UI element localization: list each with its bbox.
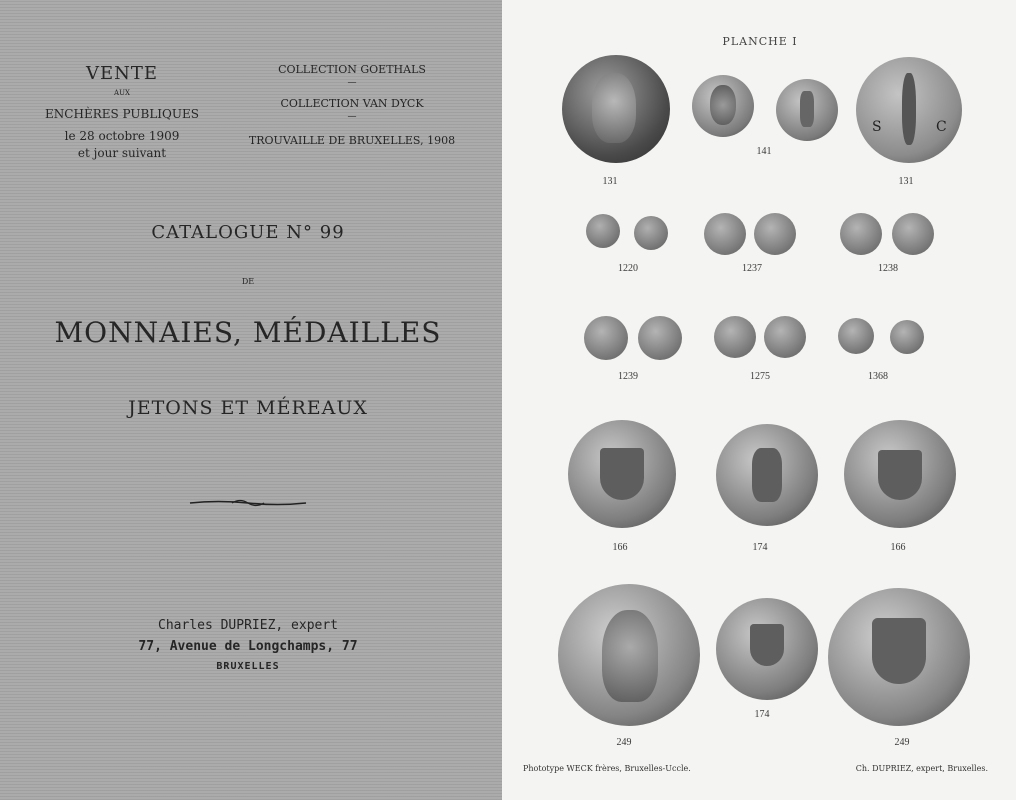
collection-goethals: COLLECTION GOETHALS — [278, 63, 426, 76]
photo-credit: Phototype WECK frères, Bruxelles-Uccle. — [523, 764, 691, 773]
sale-date: le 28 octobre 1909 — [64, 129, 180, 143]
subtitle: JETONS ET MÉREAUX — [128, 397, 368, 419]
coin-label: 249 — [894, 737, 910, 748]
coin-plate-page — [502, 0, 1016, 800]
coin-label: 1368 — [868, 371, 888, 382]
catalogue-cover — [0, 0, 502, 800]
de-text: DE — [241, 277, 255, 286]
coin-label: 174 — [754, 709, 770, 720]
coin-166-eagle-shield — [844, 420, 956, 528]
coin-label: 1237 — [742, 263, 762, 274]
coin-1275-reverse — [764, 316, 806, 358]
coin-174-shield — [716, 598, 818, 700]
coin-label: 1239 — [618, 371, 638, 382]
coin-174-figure — [716, 424, 818, 526]
coin-label: 131 — [898, 176, 914, 187]
coin-label: 166 — [890, 542, 906, 553]
coin-label: 1275 — [750, 371, 770, 382]
vente-heading: VENTE — [85, 63, 159, 84]
coin-131-roman-portrait — [562, 55, 670, 163]
coin-label: 1220 — [618, 263, 638, 274]
coin-1220-obverse — [586, 214, 620, 248]
coin-1220-reverse — [634, 216, 668, 250]
coin-1237-reverse — [754, 213, 796, 255]
separator-dash: — — [347, 112, 357, 122]
coin-1368-obverse — [838, 318, 874, 354]
coin-label: 141 — [756, 146, 772, 157]
coin-1239-reverse — [638, 316, 682, 360]
coin-letter-s: S — [872, 119, 882, 135]
aux-text: AUX — [114, 89, 130, 97]
coin-249-carolus-portrait — [558, 584, 700, 726]
coin-label: 166 — [612, 542, 628, 553]
coin-1275-obverse — [714, 316, 756, 358]
coin-1239-obverse — [584, 316, 628, 360]
coin-131-standing-figure — [856, 57, 962, 163]
coin-label: 131 — [602, 176, 618, 187]
sale-day: et jour suivant — [77, 146, 167, 160]
coin-1238-obverse — [840, 213, 882, 255]
plate-title: PLANCHE I — [722, 35, 798, 48]
collection-van-dyck: COLLECTION VAN DYCK — [280, 97, 424, 110]
trouvaille-text: TROUVAILLE DE BRUXELLES, 1908 — [248, 134, 456, 147]
coin-letter-c: C — [936, 119, 947, 135]
coin-166-shield — [568, 420, 676, 528]
main-title: MONNAIES, MÉDAILLES — [54, 316, 442, 349]
coin-249-crowned-arms — [828, 588, 970, 726]
expert-address: 77, Avenue de Longchamps, 77 — [138, 639, 358, 654]
coin-1238-reverse — [892, 213, 934, 255]
catalogue-number: CATALOGUE N° 99 — [151, 222, 345, 243]
expert-name: Charles DUPRIEZ, expert — [157, 618, 339, 633]
expert-credit: Ch. DUPRIEZ, expert, Bruxelles. — [855, 764, 988, 773]
separator-dash: — — [347, 78, 357, 88]
encheres-text: ENCHÈRES PUBLIQUES — [45, 107, 199, 121]
coin-141-reverse — [776, 79, 838, 141]
coin-label: 1238 — [878, 263, 898, 274]
coin-1237-obverse — [704, 213, 746, 255]
coin-label: 249 — [616, 737, 632, 748]
ornament-divider-icon — [188, 497, 308, 509]
coin-141-obverse — [692, 75, 754, 137]
coin-label: 174 — [752, 542, 768, 553]
expert-city: BRUXELLES — [216, 661, 280, 672]
coin-1368-reverse — [890, 320, 924, 354]
